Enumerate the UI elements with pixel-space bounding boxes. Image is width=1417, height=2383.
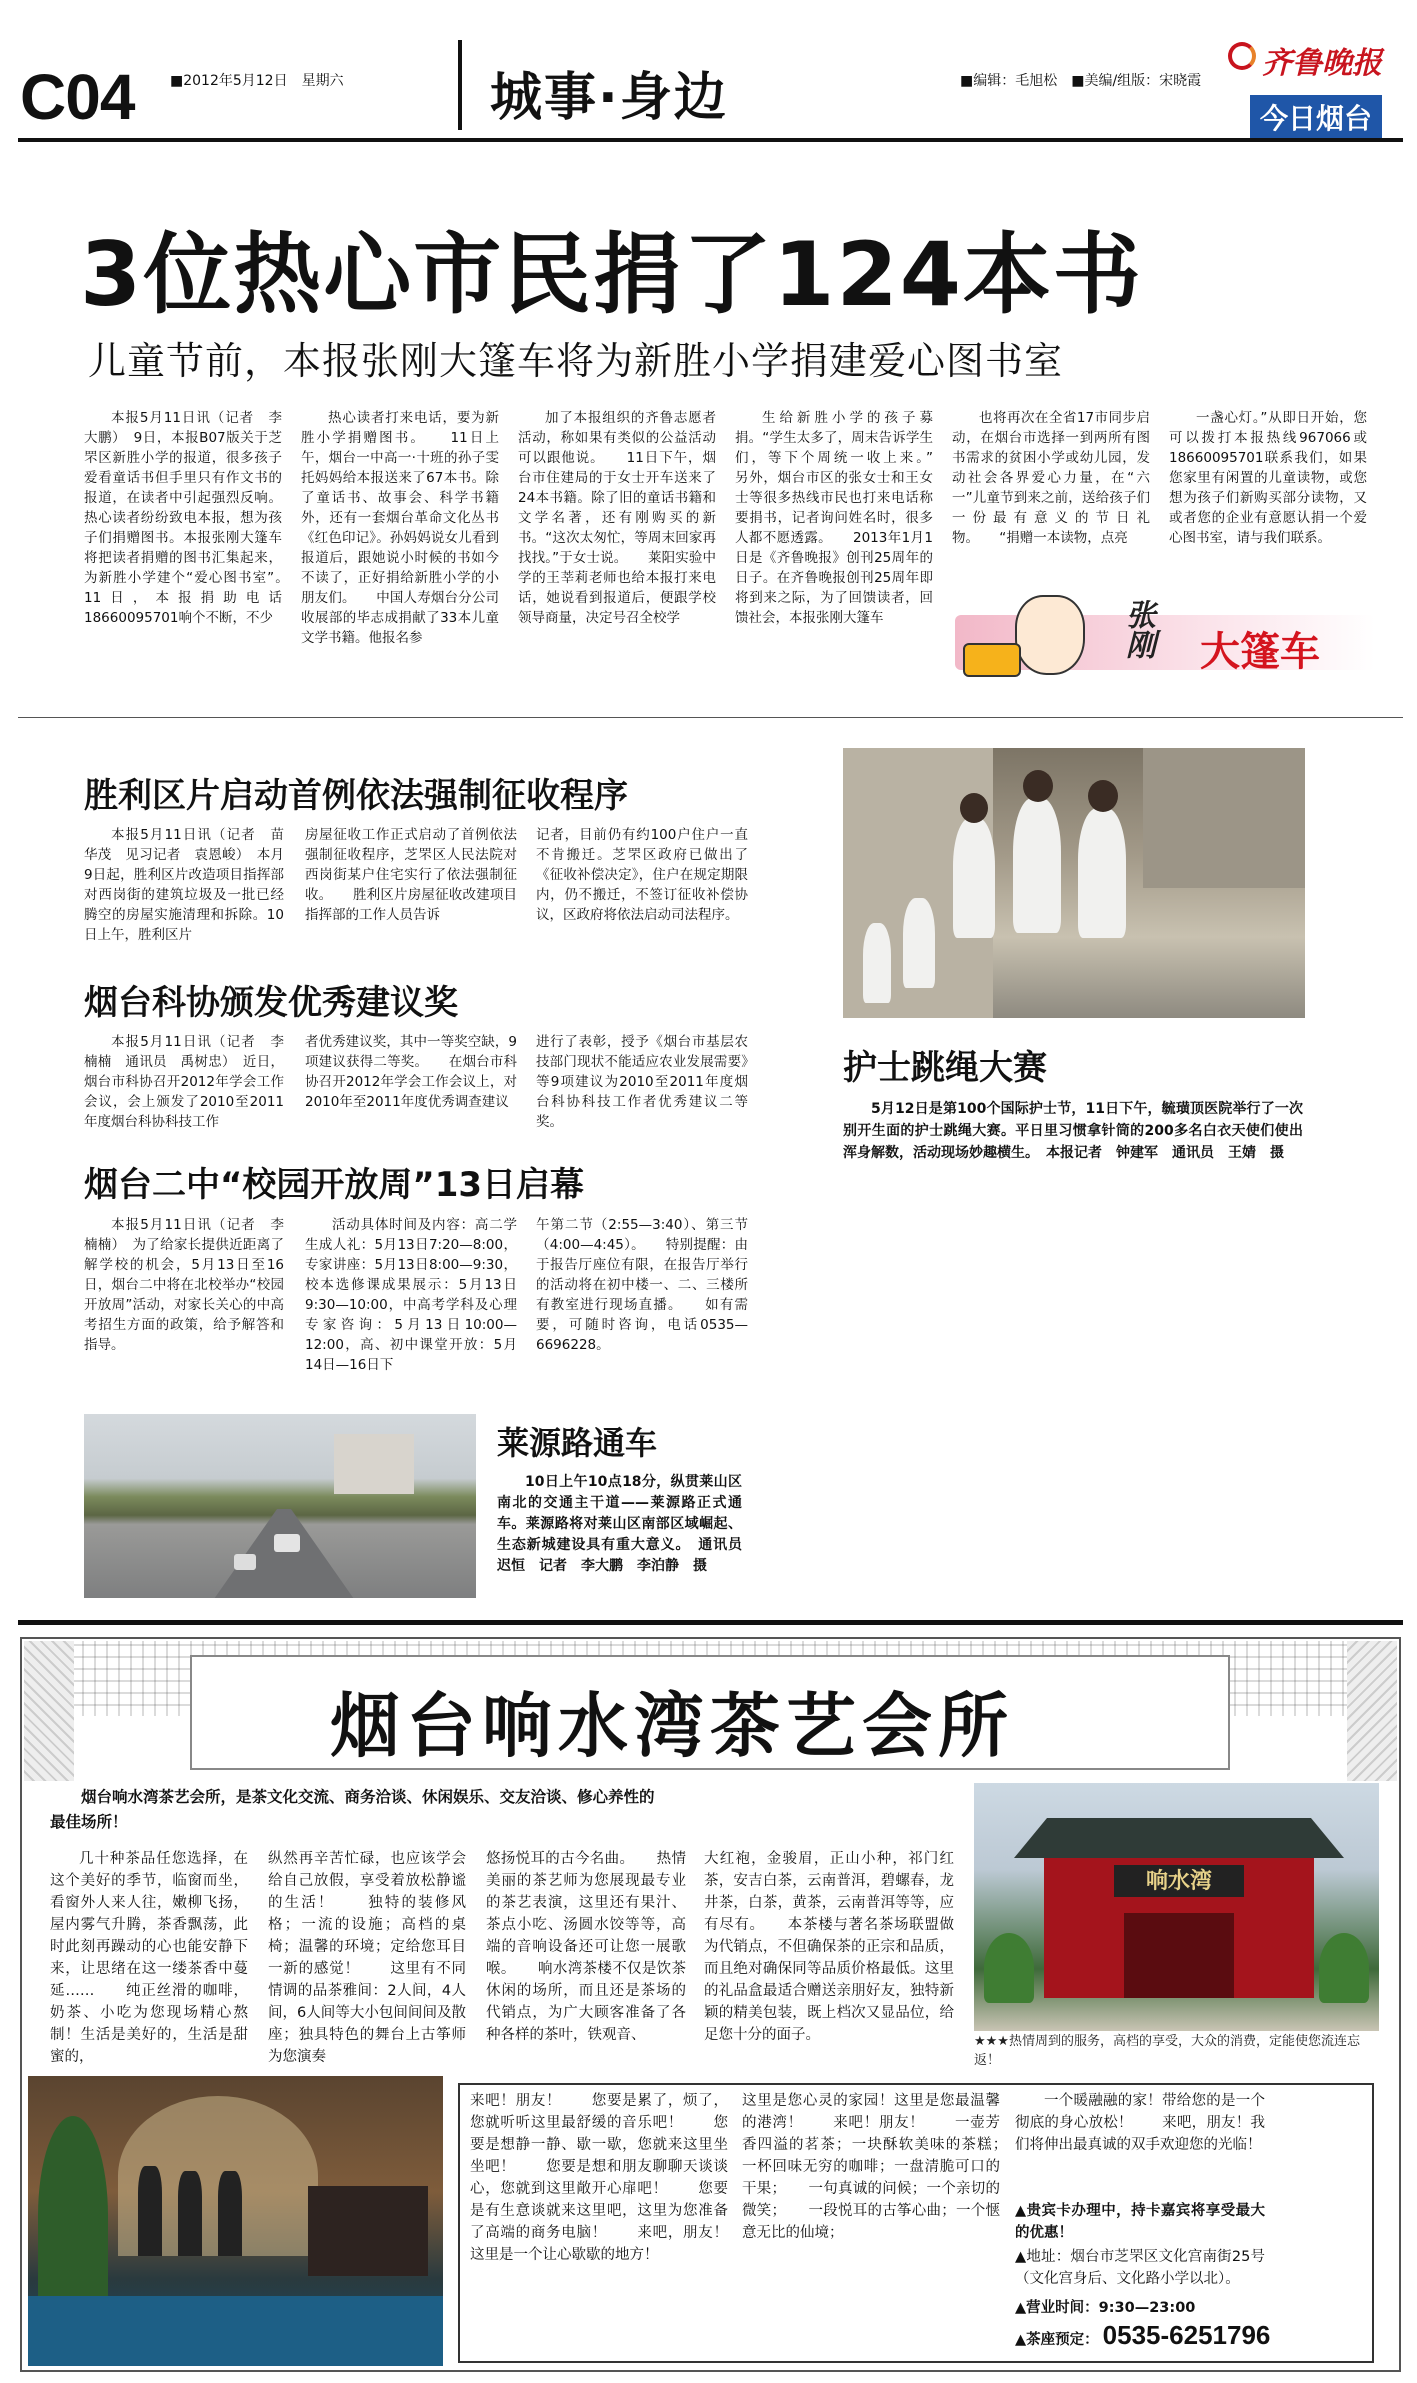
nurse-figure [953, 818, 995, 938]
story-forced-headline: 胜利区片启动首例依法强制征收程序 [84, 776, 628, 816]
edition-badge: 今日烟台 [1250, 95, 1382, 139]
nurse-figure [903, 898, 935, 988]
nurse-figure [1013, 798, 1061, 933]
lead-column-6: 一盏心灯。”从即日开始，您可以拨打本报热线967066或18660095701联系我们，如果您家里有闲置的儿童读物，或您想为孩子们新购买部分读物，又或者您的企业有意愿认捐一个爱心图书室，请与我们联系。 [1169, 410, 1367, 546]
lead-subheadline: 儿童节前，本报张刚大篷车将为新胜小学捐建爱心图书室 [88, 339, 1064, 383]
staff-figure [178, 2171, 202, 2256]
story-nurse-caption: 5月12日是第100个国际护士节，11日下午，毓璜顶医院举行了一次别开生面的护士跳绳大赛。平日里习惯拿针筒的200多名白衣天使们使出浑身解数，活动现场妙趣横生。 本报记者 钟建军 通讯员 王婧 摄 [843, 1101, 1303, 1161]
opening-hours-label: ▲营业时间： [1015, 2300, 1099, 2316]
lead-column-3: 加了本报组织的齐鲁志愿者活动，称如果有类似的公益活动可以跟他说。 11日下午，烟台市住建局的于女士开车送来了24本书籍。除了旧的童话书籍和文学名著，还有刚购买的新书。“这次太匆忙，等周末回家再找找。”于女士说。 莱阳实验中学的王莘莉老师也给本报打来电话，她说看到报道后，便跟学校领导商量，决定号召全校学 [518, 410, 716, 626]
newspaper-logo: 齐鲁晚报 [1262, 46, 1382, 81]
pavilion-caption: ★★★热情周到的服务，高档的享受，大众的消费，定能使您流连忘返！ [974, 2034, 1360, 2068]
ad-box-column-3: 一个暖融融的家！带给您的是一个彻底的身心放松！ 来吧，朋友！我们将伸出最真诚的双手欢迎您的光临！ [1015, 2093, 1265, 2153]
car [274, 1534, 300, 1552]
story-science-col-3: 进行了表彰，授予《烟台市基层农技部门现状不能适应农业发展需要》等9项建议为2010至2011年度烟台科协科技工作者优秀建议二等奖。 [536, 1034, 748, 1130]
ad-title: 烟台响水湾茶艺会所 [330, 1685, 1014, 1767]
car [234, 1554, 256, 1570]
header-rule [18, 138, 1403, 142]
header-divider [458, 40, 462, 130]
reservation-phone[interactable]: 0535-6251796 [1102, 2320, 1271, 2350]
hospital-wing [1143, 748, 1305, 888]
story-nurse-headline: 护士跳绳大赛 [843, 1048, 1047, 1088]
nurse-figure [863, 923, 891, 1003]
story-school-col-1: 本报5月11日讯（记者 李楠楠） 为了给家长提供近距离了解学校的机会，5月13日至16日，烟台二中将在北校举办“校园开放周”活动，对家长关心的中高考招生方面的政策，给予解答和指导。 [84, 1217, 284, 1353]
ad-intro: 烟台响水湾茶艺会所，是茶文化交流、商务洽谈、休闲娱乐、交友洽谈、修心养性的最佳场所！ [50, 1788, 655, 1831]
story-school-col-2: 活动具体时间及内容：高二学生成人礼：5月13日7:20—8:00，专家讲座：5月13日8:00—9:30，校本选修课成果展示：5月13日9:30—10:00，中高考学科及心理专家咨询：5月13日10:00—12:00，高、初中课堂开放：5月14日—16日下 [305, 1217, 517, 1373]
story-school-col-3: 午第二节（2:55—3:40）、第三节（4:00—4:45）。 特别提醒：由于报告厅座位有限，在报告厅举行的活动将在初中楼一、二、三楼所有教室进行现场直播。 如有需要，可随时咨询，电话0535—6696228。 [536, 1217, 748, 1353]
plant [38, 2116, 108, 2316]
ad-column-4: 大红袍，金骏眉，正山小种，祁门红茶，安吉白茶，云南普洱，碧螺春，龙井茶，白茶，黄茶，云南普洱等等，应有尽有。 本茶楼与著名茶场联盟做为代销点，不但确保茶的正宗和品质，而且绝对确保同等品质价格最低。这里的礼品盒最适合赠送亲朋好友，独特新颖的精美包装，既上档次又显品位，给足您十分的面子。 [704, 1851, 954, 2043]
story-science-headline: 烟台科协颁发优秀建议奖 [84, 983, 458, 1023]
zhanggang-caravan-banner [955, 595, 1375, 690]
pavilion-signboard: 响水湾 [1114, 1865, 1244, 1897]
staff-figure [218, 2171, 242, 2256]
nurse-head [1088, 780, 1118, 812]
editors-credit: ■编辑：毛旭松 ■美编/组版：宋晓霞 [960, 73, 1202, 89]
story-school-headline: 烟台二中“校园开放周”13日启幕 [84, 1165, 585, 1205]
story-road-headline: 莱源路通车 [497, 1424, 658, 1462]
issue-date: ■2012年5月12日 星期六 [170, 73, 344, 89]
vip-card-notice: ▲贵宾卡办理中，持卡嘉宾将享受最大的优惠！ [1015, 2203, 1265, 2241]
pavilion-door [1124, 1913, 1234, 1998]
lead-column-1: 本报5月11日讯（记者 李大鹏） 9日，本报B07版关于芝罘区新胜小学的报道，很多孩子爱看童话书但手里只有作文书的报道，在读者中引起强烈反响。热心读者纷纷致电本报，想为孩子们捐赠图书。本报张刚大篷车将把读者捐赠的图书汇集起来，为新胜小学建个“爱心图书室”。 11日，本报捐助电话18660095701响个不断，不少 [84, 410, 282, 626]
interior-room [308, 2186, 428, 2276]
story-science-col-2: 者优秀建议奖，其中一等奖空缺，9项建议获得二等奖。 在烟台市科协召开2012年学会工作会议上，对2010年至2011年度优秀调查建议 [305, 1034, 517, 1110]
lead-headline: 3位热心市民捐了124本书 [80, 223, 1143, 326]
banner-reporter-name: 张刚 [1120, 599, 1155, 659]
ad-divider [18, 1620, 1403, 1625]
story-forced-col-2: 房屋征收工作正式启动了首例依法强制征收程序，芝罘区人民法院对西岗街某户住宅实行了依法强制征收。 胜利区片房屋征收改建项目指挥部的工作人员告诉 [305, 827, 517, 923]
ad-box-column-2: 这里是您心灵的家园！这里是您最温馨的港湾！ 来吧！朋友！ 一壶芳香四溢的茗茶；一块酥软美味的茶糕； 一杯回味无穷的咖啡；一盘清脆可口的干果； 一句真诚的问候；一个亲切的微笑； 一段悦耳的古筝心曲；一个惬意无比的仙境； [742, 2093, 1000, 2241]
lead-column-2: 热心读者打来电话，要为新胜小学捐赠图书。 11日上午，烟台一中高一·十班的孙子雯托妈妈给本报送来了67本书。除了童话书、故事会、科学书籍外，还有一套烟台革命文化丛书《红色印记》。孙妈妈说女儿看到报道后，跟她说小时候的书如今不读了，正好捐给新胜小学的小朋友们。 中国人寿烟台分公司收展部的毕志成捐献了33本儿童文学书籍。他报名参 [301, 410, 499, 646]
ad-column-3: 悠扬悦耳的古今名曲。 热情美丽的茶艺师为您展现最专业的茶艺表演，这里还有果汁、茶点小吃、汤圆水饺等等，高端的音响设备还可让您一展歌喉。 响水湾茶楼不仅是饮茶休闲的场所，而且还是茶场的代销点，为广大顾客准备了各种各样的茶叶，铁观音、 [486, 1851, 686, 2043]
story-forced-col-3: 记者，目前仍有约100户住户一直不肯搬迁。芝罘区政府已做出了《征收补偿决定》，住户在规定期限内，仍不搬迁，不签订征收补偿协议，区政府将依法启动司法程序。 [536, 827, 748, 923]
lead-column-5: 也将再次在全省17市同步启动，在烟台市选择一到两所有图书需求的贫困小学或幼儿园，发动社会各界爱心力量，在“六一”儿童节到来之前，送给孩子们一份最有意义的节日礼物。 “捐赠一本读物，点亮 [952, 410, 1150, 546]
staff-figure [138, 2166, 162, 2256]
teahouse-address: ▲地址：烟台市芝罘区文化宫南街25号（文化宫身后、文化路小学以北）。 [1015, 2249, 1265, 2287]
logo-mark-icon [1228, 42, 1256, 70]
ad-column-1: 几十种茶品任您选择，在这个美好的季节，临窗而坐，看窗外人来人往，嫩柳飞扬，屋内雾气升腾，茶香飘荡，此时此刻再躁动的心也能安静下来，让思绪在这一缕茶香中蔓延…… 纯正丝滑的咖啡，奶茶、小吃为您现场精心熬制！生活是美好的，生活是甜蜜的， [50, 1851, 248, 2065]
nurse-head [960, 793, 988, 823]
section-divider [18, 717, 1403, 718]
plant [984, 1933, 1034, 2003]
lead-column-4: 生给新胜小学的孩子募捐。“学生太多了，周末告诉学生们，等下个周统一收上来。” 另外，烟台市区的张女士和王女士等很多热线市民也打来电话称要捐书，记者询问姓名时，很多人都不愿透露。 2013年1月1日是《齐鲁晚报》创刊25周年的日子。在齐鲁晚报创刊25周年即将到来之际，为了回馈读者，回馈社会，本报张刚大篷车 [735, 410, 933, 626]
ad-column-2: 纵然再辛苦忙碌，也应该学会给自己放假，享受着放松静谧的生活！ 独特的装修风格；一流的设施；高档的桌椅；温馨的环境；定给您耳目一新的感觉！ 这里有不同情调的品茶雅间：2人间，4人间，6人间等大小包间间间及散座；独具特色的舞台上古筝师为您演奏 [268, 1851, 466, 2065]
pavilion-roof [1014, 1818, 1344, 1858]
opening-hours [1015, 2296, 1195, 2317]
nurse-jump-rope-photo [843, 748, 1305, 1018]
story-science-col-1: 本报5月11日讯（记者 李楠楠 通讯员 禹树忠） 近日，烟台市科协召开2012年学会工作会议，会上颁发了2010至2011年度烟台科协科技工作 [84, 1034, 284, 1130]
ad-decorative-right [1347, 1641, 1397, 1781]
nurse-figure [1078, 808, 1126, 938]
water-feature [28, 2296, 443, 2366]
teahouse-interior-photo [28, 2076, 443, 2366]
teahouse-pavilion-photo [974, 1783, 1379, 2031]
ad-box-column-1: 来吧！朋友！ 您要是累了，烦了，您就听听这里最舒缓的音乐吧！ 您要是想静一静、歇一歇，您就来这里坐坐吧！ 您要是想和朋友聊聊天谈谈心，您就到这里敞开心扉吧！ 您要是有生意谈就来这里吧，这里为您准备了高端的商务电脑！ 来吧，朋友！这里是一个让心歇歇的地方！ [470, 2093, 728, 2263]
buildings [334, 1434, 414, 1494]
reporter-caricature-icon [1015, 595, 1085, 675]
plant [1319, 1933, 1369, 2003]
section-title: 城事·身边 [490, 68, 728, 128]
reservation-line [1015, 2320, 1270, 2351]
bus-icon [963, 643, 1021, 677]
banner-title: 大篷车 [1200, 629, 1320, 675]
story-road-caption: 10日上午10点18分，纵贯莱山区南北的交通主干道——莱源路正式通车。莱源路将对莱山区南部区域崛起、生态新城建设具有重大意义。 通讯员 迟恒 记者 李大鹏 李泊静 摄 [497, 1474, 742, 1574]
laiyuan-road-photo [84, 1414, 476, 1598]
reservation-label: ▲茶座预定： [1015, 2332, 1099, 2348]
page-number: C04 [20, 61, 135, 133]
story-forced-col-1: 本报5月11日讯（记者 苗华茂 见习记者 袁恩峻） 本月9日起，胜利区片改造项目指挥部对西岗街的建筑垃圾及一批已经腾空的房屋实施清理和拆除。10日上午，胜利区片 [84, 827, 284, 943]
nurse-head [1023, 770, 1053, 802]
ad-decorative-left [24, 1641, 74, 1781]
opening-hours-value: 9:30—23:00 [1098, 2300, 1196, 2316]
